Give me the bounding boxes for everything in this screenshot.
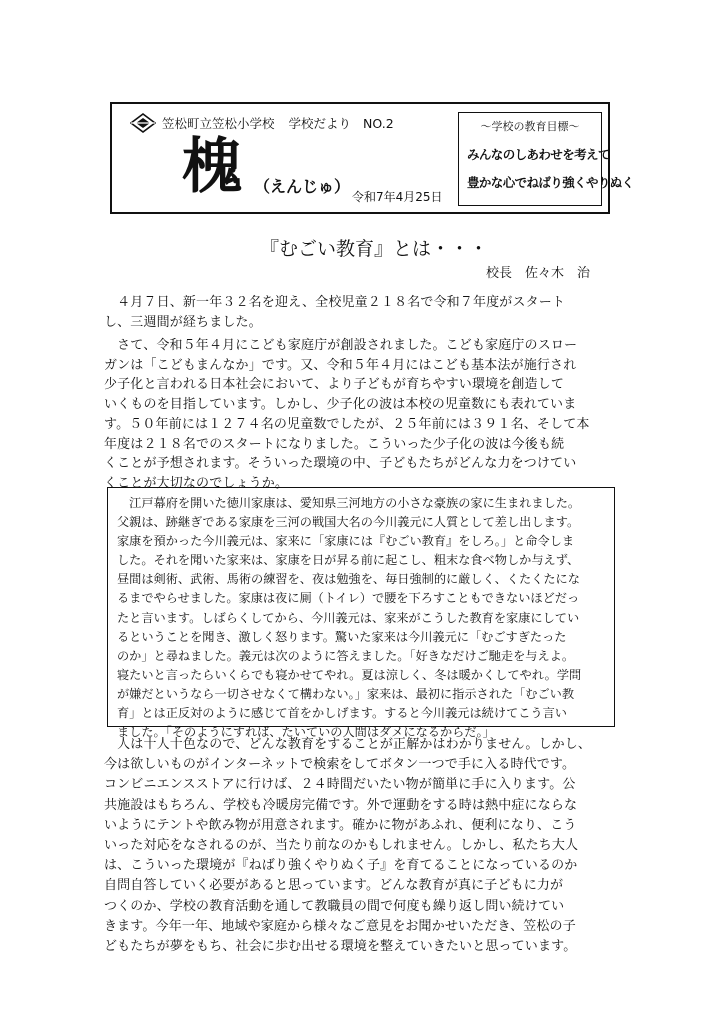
conclusion-paragraph bbox=[104, 735, 591, 957]
article-title: 『むごい教育』とは・・・ bbox=[259, 238, 488, 260]
school-line bbox=[130, 113, 394, 133]
newsletter-label: 学校だより bbox=[288, 116, 352, 131]
background-paragraph bbox=[104, 336, 590, 494]
school-emblem-icon bbox=[130, 113, 156, 133]
story-line: 江戸幕府を開いた徳川家康は、愛知県三河地方の小さな豪族の家に生まれました。 bbox=[117, 496, 581, 510]
text-line: し、三週間が経ちました。 bbox=[104, 314, 262, 330]
text-line: コンビニエンスストアに行けば、２４時間だいたい物が簡単に手に入ります。公 bbox=[104, 777, 576, 793]
story-line: るまでやらせました。家康は夜に厠（トイレ）で腰を下ろすこともできないほどだっ bbox=[117, 591, 580, 606]
text-line: さて、令和５年４月にこども家庭庁が創設されました。こども家庭庁のスロー bbox=[104, 338, 578, 353]
story-line: 育」とは正反対のように感じて首をかしげます。すると今川義元は続けてこう言い bbox=[117, 706, 567, 721]
goal-line-1: みんなのしあわせを考えて bbox=[467, 147, 610, 162]
story-line: 父親は、跡継ぎである家康を三河の戦国大名の今川義元に人質として差し出します。 bbox=[117, 515, 580, 530]
story-line: たと言います。しばらくしてから、今川義元は、家来がこうした教育を家康にしてい bbox=[117, 610, 580, 625]
story-line: るということを聞き、激しく怒ります。驚いた家来は今川義元に「むごすぎたった bbox=[117, 629, 567, 644]
text-line: す。５０年前には１２７４名の児童数でしたが、２５年前には３９１名、そして本 bbox=[104, 416, 590, 432]
text-line: どもたちが夢をもち、社会に歩む出せる環境を整えていきたいと思っています。 bbox=[104, 939, 577, 955]
story-line: が嫌だというなら一切させなくて構わない。」家来は、最初に指示された「むごい教 bbox=[117, 686, 575, 701]
text-line: くことが予想されます。そういった環境の中、子どもたちがどんな力をつけてい bbox=[104, 456, 577, 472]
story-box bbox=[107, 487, 615, 740]
text-line: 共施設はもちろん、学校も冷暖房完備です。外で運動をする時は熱中症にならな bbox=[104, 797, 578, 813]
story-line: した。それを聞いた家来は、家康を日が昇る前に起こし、粗末な食べ物しか与えず、 bbox=[117, 553, 580, 568]
text-line: いくものを目指しています。しかし、少子化の波は本校の児童数にも表れていま bbox=[104, 397, 577, 413]
text-line: いようにテントや飲み物が用意されます。確かに物があふれ、便利になり、こう bbox=[104, 817, 577, 833]
byline: 校長 佐々木 治 bbox=[486, 266, 591, 281]
text-line: きます。今年一年、地域や家庭から様々なご意見をお聞かせいただき、笠松の子 bbox=[104, 918, 576, 934]
issue-date: 令和7年4月25日 bbox=[352, 190, 443, 204]
text-line: つくのか、学校の教育活動を通して教職員の間で何度も繰り返し問い続けてい bbox=[104, 898, 565, 914]
text-line: 自問自答していく必要があると思っています。どんな教育が真に子どもに力が bbox=[104, 878, 564, 894]
title-reading: （えんじゅ） bbox=[254, 177, 351, 196]
text-line: くことが大切なのでしょうか。 bbox=[104, 475, 289, 491]
text-line: ガンは「こどもまんなか」です。又、令和５年４月にはこども基本法が施行され bbox=[104, 357, 577, 373]
school-goal-box bbox=[458, 112, 634, 206]
story-line: ました。「そのようにすれば、たいていの人間はダメになるからだ。」 bbox=[117, 725, 495, 740]
masthead bbox=[110, 102, 634, 214]
school-name: 笠松町立笠松小学校 bbox=[162, 116, 275, 131]
goal-line-2: 豊かな心でねばり強くやりぬく bbox=[467, 175, 634, 190]
text-line: いった対応をなされるのが、当たり前なのかもしれません。しかし、私たち大人 bbox=[104, 838, 579, 854]
text-line: 今は欲しいものがインターネットで検索をしてボタン一つで手に入る時代です。 bbox=[104, 757, 576, 773]
text-line: 人は十人十色なので、どんな教育をすることが正解かはわかりません。しかし、 bbox=[104, 737, 592, 752]
newsletter-title: 槐 bbox=[182, 132, 242, 202]
story-line: 寝たいと言ったらいくらでも寝かせてやれ。夏は涼しく、冬は暖かくしてやれ。学問 bbox=[117, 667, 582, 682]
text-line: 少子化と言われる日本社会において、より子どもが育ちやすい環境を創造して bbox=[104, 377, 564, 393]
story-line: 昼間は剣術、武術、馬術の練習を、夜は勉強を、毎日強制的に厳しく、くたくたにな bbox=[117, 572, 580, 587]
text-line: は、こういった環境が『ねばり強くやりぬく子』を育てることになっているのか bbox=[104, 858, 578, 874]
goal-heading: ～学校の教育目標～ bbox=[480, 120, 580, 133]
issue-number: NO.2 bbox=[363, 115, 394, 131]
story-line: のか」と尋ねました。義元は次のように答えました。「好きなだけご馳走を与えよ。 bbox=[117, 648, 575, 663]
text-line: 年度は２１８名でのスタートになりました。こういった少子化の波は今後も続 bbox=[104, 436, 565, 452]
story-line: 家康を預かった今川義元は、家来に「家康には『むごい教育』をしろ。」と命令しま bbox=[117, 534, 575, 549]
text-line: ４月７日、新一年３２名を迎え、全校児童２１８名で令和７年度がスタート bbox=[104, 295, 566, 310]
intro-paragraph bbox=[104, 293, 565, 332]
